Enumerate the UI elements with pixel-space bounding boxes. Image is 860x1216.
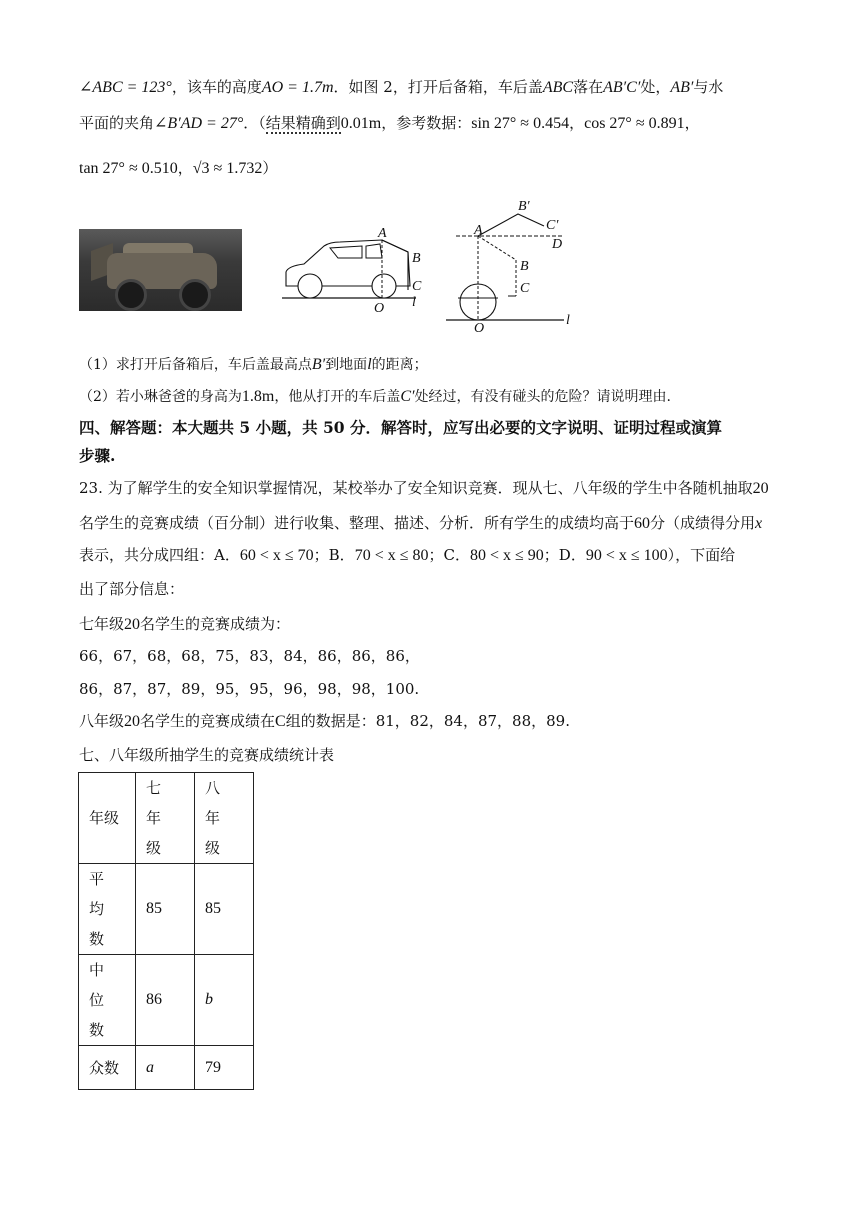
label-a: A [378, 226, 387, 241]
sin-value: sin 27° ≈ 0.454 [471, 115, 570, 132]
wheel-front [115, 279, 147, 311]
tan-value: tan 27° ≈ 0.510 [79, 160, 178, 177]
label-d: D [552, 237, 563, 252]
question-2: （2）若小琳爸爸的身高为1.8m，他从打开的车后盖C′处经过，有没有碰头的危险？请说明理由. [79, 388, 671, 405]
sqrt3-value: √3 ≈ 1.732 [192, 160, 263, 177]
cell-g8-mode: 79 [195, 1046, 254, 1090]
cell-g8-median: b [195, 955, 254, 1046]
closed-lid-abc [478, 236, 516, 296]
problem22-line1: ∠ABC = 123°，该车的高度AO = 1.7m．如图 2，打开后备箱，车后盖ABC落在AB′C′处，AB′与水 [79, 78, 724, 96]
label-o: O [374, 301, 385, 316]
figure2-geometry-diagram [446, 196, 576, 334]
table-row [79, 864, 254, 955]
label-c: C [520, 281, 530, 296]
cell-g8-mean: 85 [195, 864, 254, 955]
front-wheel [298, 274, 322, 298]
header-grade: 年级 [79, 773, 136, 864]
height-ao: AO = 1.7m [261, 79, 334, 96]
problem22-line3: tan 27° ≈ 0.510，√3 ≈ 1.732） [79, 159, 278, 177]
table-header-row [79, 773, 254, 864]
row-label-mean: 平均数 [79, 864, 136, 955]
table-row [79, 1046, 254, 1090]
precision-note: 结果精确到 [265, 114, 341, 132]
section-heading-cont: 步骤. [79, 446, 116, 465]
problem23-p4: 出了部分信息： [79, 580, 185, 598]
label-a: A [474, 223, 483, 238]
problem23-p2: 名学生的竞赛成绩（百分制）进行收集、整理、描述、分析．所有学生的成绩均高于60分（成绩得分用x [79, 514, 763, 532]
question-1: （1）求打开后备箱后，车后盖最高点B′到地面l的距离； [79, 356, 428, 373]
header-grade8: 八年级 [195, 773, 254, 864]
figure1-car-diagram [278, 224, 426, 316]
label-l: l [566, 313, 570, 328]
header-grade7: 七年级 [136, 773, 195, 864]
car-photo [79, 229, 242, 311]
problem23-p5: 七年级20名学生的竞赛成绩为： [79, 615, 291, 633]
label-b-prime: B′ [518, 199, 530, 214]
cos-value: cos 27° ≈ 0.891 [584, 115, 685, 132]
stats-table [78, 772, 254, 1090]
problem23-p6: 八年级20名学生的竞赛成绩在C组的数据是：81，82，84，87，88，89. [79, 712, 570, 730]
grade7-scores-line2: 86，87，87，89，95，95，96，98，98，100. [79, 680, 420, 698]
label-b: B [520, 259, 529, 274]
label-o: O [474, 321, 485, 334]
wheel-rear [179, 279, 211, 311]
angle-bad: ∠B′AD = 27° [154, 115, 244, 132]
cell-g7-median: 86 [136, 955, 195, 1046]
label-c: C [412, 279, 422, 294]
rear-wheel [372, 274, 396, 298]
car-windows [330, 244, 382, 258]
angle-abc: ∠ABC = 123° [79, 79, 172, 96]
cell-g7-mean: 85 [136, 864, 195, 955]
grade7-scores-line1: 66，67，68，68，75，83，84，86，86，86， [79, 647, 420, 665]
problem23-p1: 23. 为了解学生的安全知识掌握情况，某校举办了安全知识竞赛．现从七、八年级的学生中各随机抽取20 [79, 479, 769, 497]
problem22-line2: 平面的夹角∠B′AD = 27°．（结果精确到0.01m，参考数据：sin 27° ≈ 0.454，cos 27° ≈ 0.891， [79, 114, 700, 132]
opened-lid-ab-c [478, 214, 544, 236]
cell-g7-mode: a [136, 1046, 195, 1090]
table-caption: 七、八年级所抽学生的竞赛成绩统计表 [79, 746, 335, 764]
problem23-p3: 表示，共分成四组：A．60 < x ≤ 70；B．70 < x ≤ 80；C．80 < x ≤ 90；D．90 < x ≤ 100），下面给 [79, 546, 736, 564]
section-heading: 四、解答题：本大题共 5 小题，共 50 分．解答时，应写出必要的文字说明、证明过程或演算 [79, 418, 722, 437]
label-b: B [412, 251, 421, 266]
row-label-median: 中位数 [79, 955, 136, 1046]
table-row [79, 955, 254, 1046]
row-label-mode: 众数 [79, 1046, 136, 1090]
label-l: l [412, 295, 416, 310]
label-c-prime: C′ [546, 218, 559, 233]
